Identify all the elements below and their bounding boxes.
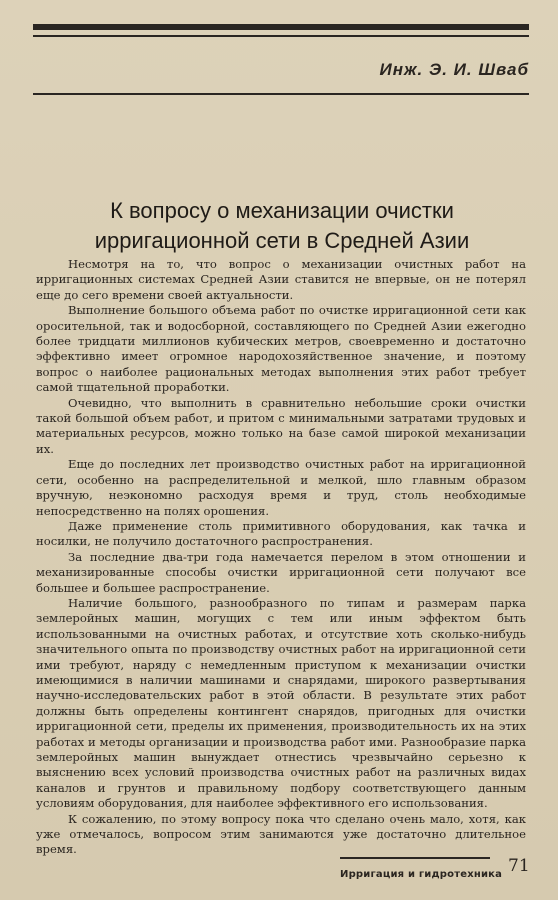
paragraph: Еще до последних лет производство очистных работ на ирригационной сети, особенно на распределительной и мелкой, шло главным образом вручную, неэкономно расходуя время и труд, столь необходимые непосредственно на полях орошения. [36,457,526,518]
top-thick-rule [33,24,529,30]
paragraph: Очевидно, что выполнить в сравнительно небольшие сроки очистки такой большой объем работ, и притом с минимальными затратами трудовых и материальных ресурсов, можно только на базе самой широкой механизации их. [36,395,526,456]
page-footer [340,856,530,881]
author-name: Инж. Э. И. Шваб [379,60,529,79]
page-number: 71 [508,856,530,876]
paragraph: Даже применение столь примитивного оборудования, как тачка и носилки, не получило достаточного распространения. [36,518,526,549]
top-thin-rule [33,35,529,37]
paragraph: Выполнение большого объема работ по очистке ирригационной сети как оросительной, так и водосборной, составляющего по Средней Азии ежегодно более тридцати миллионов кубических метров, своевременно и достаточно эффективно имеет огромное народохозяйственное значение, и поэтому вопрос о наиболее рациональных методах выполнения этих работ требует самой тщательной проработки. [36,303,526,395]
journal-name: Ирригация и гидротехника [340,869,503,880]
paragraph: Несмотря на то, что вопрос о механизации очистных работ на ирригационных системах Средней Азии ставится не впервые, он не потерял еще до сего времени своей актуальности. [36,257,526,302]
paragraph: За последние два-три года намечается перелом в этом отношении и механизированные способы очистки ирригационной сети получают все большее и большее распространение. [36,549,526,595]
article-body [36,257,526,858]
paragraph: К сожалению, по этому вопросу пока что сделано очень мало, хотя, как уже отмечалось, вопросом этим занимаются уже достаточно длительное время. [36,811,526,857]
article-title: К вопросу о механизации очистки ирригационной сети в Средней Азии [94,198,470,253]
author-rule [33,93,529,95]
footer-rule [340,857,490,859]
paragraph: Наличие большого, разнообразного по типам и размерам парка землеройных машин, могущих с тем или иным эффектом быть использованными на очистных работах, и отсутствие хоть сколько-нибудь значительного опыта по производству очистных работ на ирригационной сети ими требуют, наряду с немедленным приступом к механизации очистки имеющимися в наличии машинами и снарядами, широкого развертывания научно-исследовательских работ в этой области. В результате этих работ должны быть определены контингент снарядов, пригодных для очистки ирригационной сети, пределы их применения, производительность их на этих работах и методы организации и производства работ ими. Разнообразие парка землеройных машин вынуждает отнестись чрезвычайно серьезно к выяснению всех условий производства очистных работ на различных видах каналов и грунтов и правильному подбору соответствующего данным условиям оборудования, для наиболее эффективного его использования. [36,595,526,811]
